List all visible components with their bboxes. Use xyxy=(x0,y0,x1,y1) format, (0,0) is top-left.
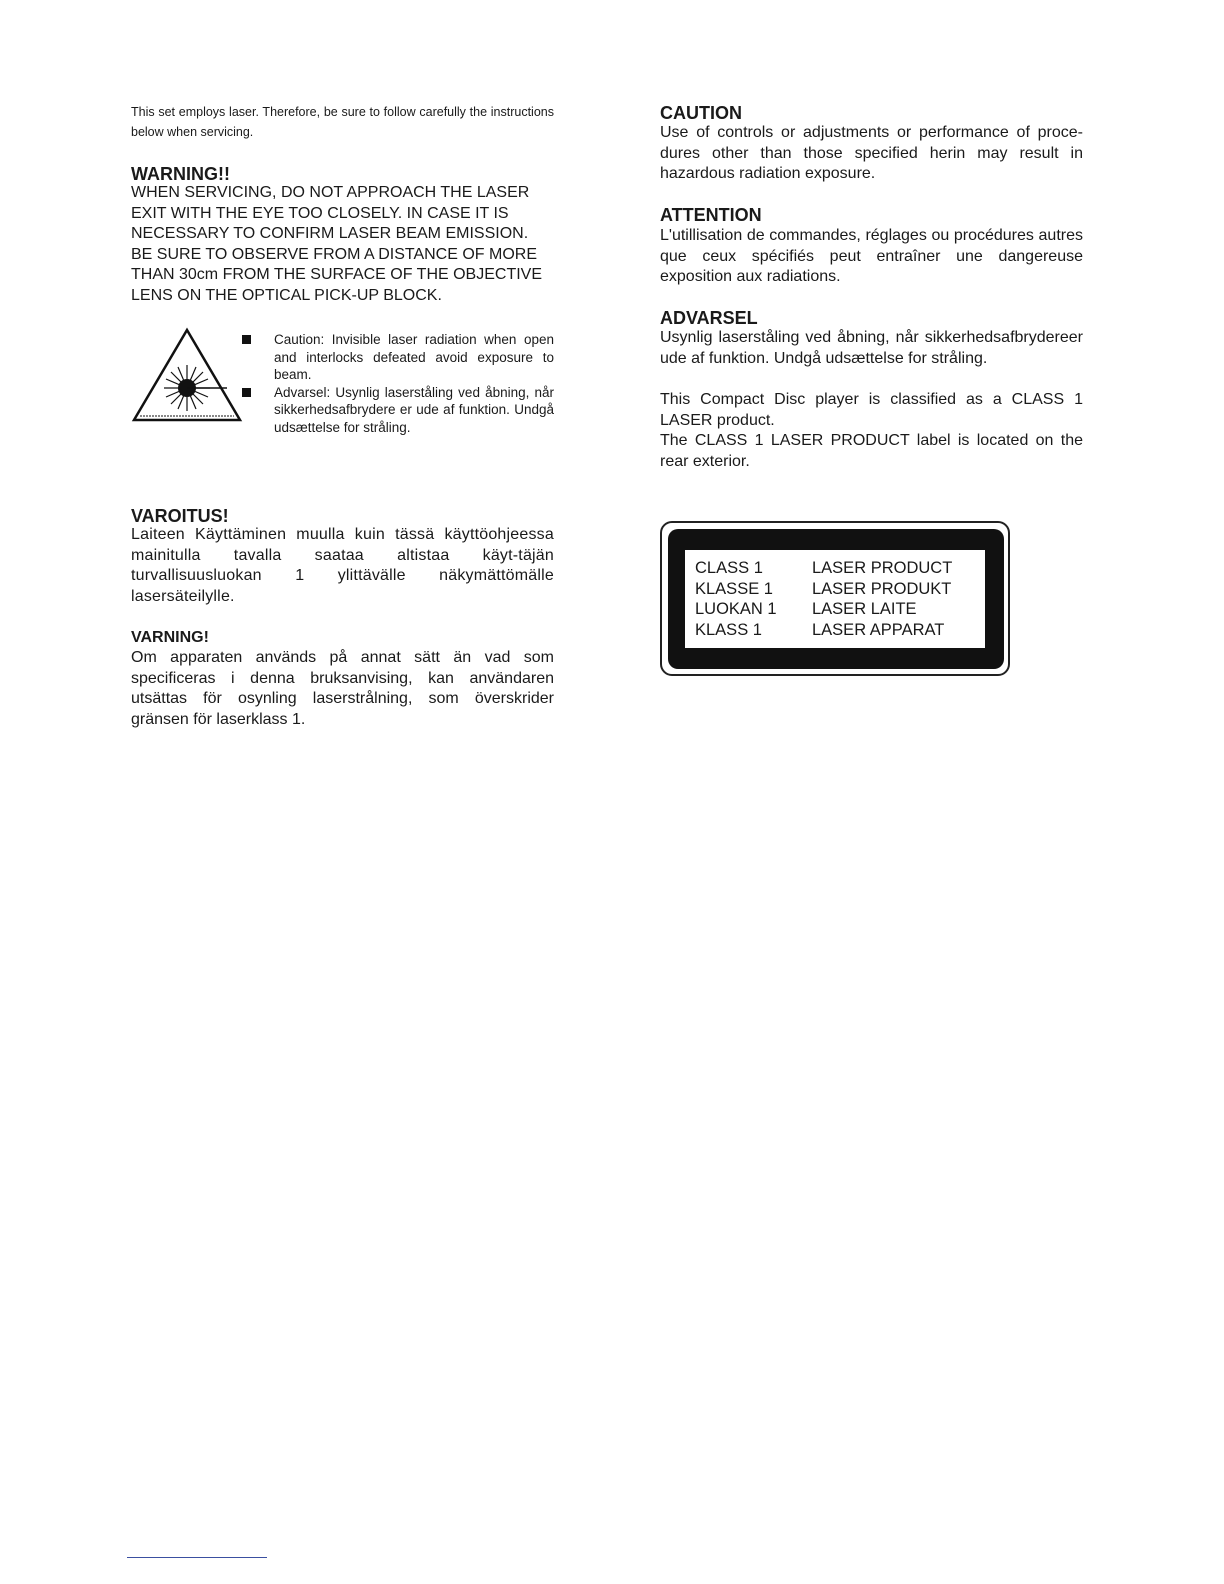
class-label-product: LASER PRODUKT xyxy=(812,579,952,598)
class-label-row xyxy=(695,558,952,579)
bullet-square-icon xyxy=(242,335,251,344)
varning-text: Om apparaten används på annat sätt än vad som specificeras i denna bruksanvising, kan användaren utsättas för osynling laserstrålning, som överskrider gränsen för laserklass 1. xyxy=(131,649,554,728)
class-label xyxy=(695,558,952,640)
class-label-product: LASER PRODUCT xyxy=(812,559,953,577)
label-location-text: The CLASS 1 LASER PRODUCT label is located on the rear exterior. xyxy=(660,432,1083,470)
warning-line: NECESSARY TO CONFIRM LASER BEAM EMISSION. xyxy=(131,225,529,242)
laser-caution-list xyxy=(256,331,554,436)
varning-heading: VARNING! xyxy=(131,629,209,646)
attention-text: L'utillisation de commandes, réglages ou procédures autres que ceux spécifiés peut entraîner une dangereuse exposition aux radiations. xyxy=(660,227,1083,285)
warning-line: WHEN SERVICING, DO NOT APPROACH THE LASER xyxy=(131,184,530,201)
list-item xyxy=(256,384,554,437)
advarsel-heading: ADVARSEL xyxy=(660,308,758,328)
class-label-row xyxy=(695,620,952,641)
class-label-product: LASER LAITE xyxy=(812,600,917,618)
class-label-product: LASER APPARAT xyxy=(812,620,945,639)
advarsel-text: Usynlig laserståling ved åbning, når sikkerhedsafbrydereer ude af funktion. Undgå udsættelse for stråling. xyxy=(660,329,1083,367)
caution-text: Use of controls or adjustments or performance of proce-dures other than those specified herin may result in hazardous radiation exposure. xyxy=(660,124,1083,182)
warning-line: BE SURE TO OBSERVE FROM A DISTANCE OF MORE xyxy=(131,245,538,263)
class-label-class: CLASS 1 xyxy=(695,559,763,577)
class-label-row xyxy=(695,599,952,620)
list-item xyxy=(256,331,554,384)
warning-line: THAN 30cm FROM THE SURFACE OF THE OBJECTIVE xyxy=(131,266,543,283)
bullet-square-icon xyxy=(242,388,251,397)
attention-heading: ATTENTION xyxy=(660,205,762,225)
warning-heading: WARNING!! xyxy=(131,164,230,184)
class-label-class: KLASS 1 xyxy=(695,620,762,639)
class-label-class: LUOKAN 1 xyxy=(695,600,777,618)
warning-line: LENS ON THE OPTICAL PICK-UP BLOCK. xyxy=(131,286,442,304)
laser-warning-triangle-icon xyxy=(131,327,243,423)
varoitus-heading: VAROITUS! xyxy=(131,506,229,526)
class-label-row xyxy=(695,579,952,600)
intro-text: This set employs laser. Therefore, be sure to follow carefully the instructions below when servicing. xyxy=(131,105,554,139)
advarsel-bullet-text: Advarsel: Usynlig laserståling ved åbning, når sikkerhedsafbrydere er ude af funktion. Undgå udsættelse for stråling. xyxy=(274,384,554,435)
caution-bullet-text: Caution: Invisible laser radiation when open and interlocks defeated avoid exposure to beam. xyxy=(274,332,554,382)
warning-line: EXIT WITH THE EYE TOO CLOSELY. IN CASE IT IS xyxy=(131,204,509,222)
caution-heading: CAUTION xyxy=(660,103,742,123)
footer-rule xyxy=(127,1557,267,1558)
classification-text: This Compact Disc player is classified as a CLASS 1 LASER product. xyxy=(660,391,1083,429)
warning-text xyxy=(131,183,554,306)
varoitus-text: Laiteen Käyttäminen muulla kuin tässä käyttöohjeessa mainitulla tavalla saataa altistaa käyt-täjän turvallisuusluokan 1 ylittävälle näkymättömälle lasersäteilylle. xyxy=(131,526,554,605)
class-label-class: KLASSE 1 xyxy=(695,579,773,598)
